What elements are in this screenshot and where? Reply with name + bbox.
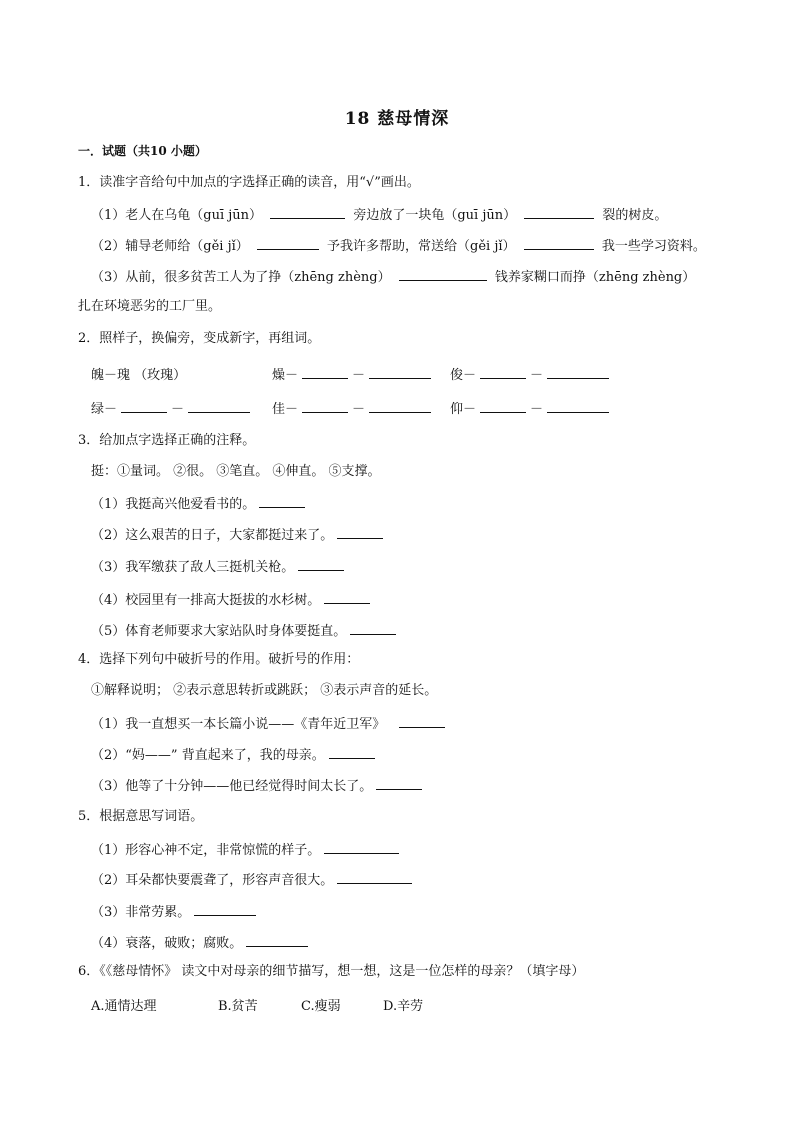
question-4-item-2 [91,745,379,765]
question-1-line-4: 扎在环境恶劣的工厂里。 [78,299,222,314]
question-1-line-2 [91,236,706,256]
question-4-item-3 [91,776,426,796]
answer-blank[interactable] [337,870,412,884]
question-3-item-5 [91,621,400,641]
q2-char: 绿－ [91,402,118,417]
question-4-item-1 [91,714,449,734]
q2-item [450,398,613,417]
q3-sentence: （4）校园里有一排高大挺拔的水杉树。 [91,593,321,608]
q1-part: 予我许多帮助，常送给（gěi jǐ） [327,239,516,254]
answer-blank[interactable] [298,557,344,571]
q5-sentence: （3）非常劳累。 [91,905,191,920]
question-1-stem: 1．读准字音给句中加点的字选择正确的读音，用“√”画出。 [78,175,420,190]
answer-blank[interactable] [324,590,370,604]
q4-sentence: （2）“妈——” 背直起来了，我的母亲。 [91,748,325,763]
answer-blank[interactable] [399,267,487,281]
q2-item [272,398,435,417]
question-1-line-3 [91,267,695,287]
question-3-item-3 [91,557,348,577]
q2-char: 俊－ [450,368,477,383]
q2-dash: － [352,402,366,417]
answer-blank[interactable] [337,525,383,539]
answer-blank[interactable] [194,902,256,916]
answer-blank[interactable] [547,399,609,413]
question-3-stem: 3．给加点字选择正确的注释。 [78,433,256,448]
question-3-item-2 [91,525,387,545]
q2-dash: － [352,368,366,383]
answer-blank[interactable] [259,494,305,508]
answer-blank[interactable] [480,399,526,413]
answer-blank[interactable] [524,236,594,250]
page-title: 18 慈母情深 [344,109,450,129]
answer-blank[interactable] [399,714,445,728]
q1-part: 钱养家糊口而挣（zhēng zhèng） [494,270,696,285]
q3-sentence: （5）体育老师要求大家站队时身体要挺直。 [91,624,347,639]
answer-blank[interactable] [121,399,167,413]
question-5-item-3 [91,902,260,922]
question-5-item-2 [91,870,416,890]
q1-part: 旁边放了一块龟（guī jūn） [353,208,517,223]
q1-part: 裂的树皮。 [602,208,668,223]
q6-option-b[interactable]: B.贫苦 [218,999,258,1014]
question-5-stem: 5．根据意思写词语。 [78,809,204,824]
q2-char: 仰－ [450,402,477,417]
question-4-options: ①解释说明； ②表示意思转折或跳跃； ③表示声音的延长。 [91,683,438,698]
answer-blank[interactable] [257,236,319,250]
section-heading: 一．试题（共10 小题） [78,144,207,158]
answer-blank[interactable] [524,205,594,219]
question-4-stem: 4．选择下列句中破折号的作用。破折号的作用： [78,652,360,667]
q2-item [450,364,613,383]
question-3-options: 挺：①量词。 ②很。 ③笔直。 ④伸直。 ⑤支撑。 [91,464,381,479]
q5-sentence: （1）形容心神不定，非常惊慌的样子。 [91,843,321,858]
question-1-line-1 [91,205,667,225]
answer-blank[interactable] [480,365,526,379]
q1-part: （1）老人在乌龟（guī jūn） [91,208,263,223]
question-6-stem: 6．《《慈母情怀》 读文中对母亲的细节描写，想一想，这是一位怎样的母亲？（填字母） [78,964,585,979]
question-5-item-1 [91,840,403,860]
answer-blank[interactable] [302,365,348,379]
answer-blank[interactable] [270,205,345,219]
q1-part: （3）从前，很多贫苦工人为了挣（zhēng zhèng） [91,270,391,285]
q6-option-a[interactable]: A.通情达理 [91,999,157,1014]
answer-blank[interactable] [188,399,250,413]
q1-part: （2）辅导老师给（gěi jǐ） [91,239,249,254]
q2-item [272,364,435,383]
answer-blank[interactable] [246,933,308,947]
answer-blank[interactable] [324,840,399,854]
answer-blank[interactable] [302,399,348,413]
q6-option-d[interactable]: D.辛劳 [383,999,424,1014]
q5-sentence: （4）衰落，破败；腐败。 [91,936,243,951]
q2-example: 魄－瑰 （玫瑰） [91,368,187,383]
q2-dash: － [530,402,544,417]
q2-dash: － [171,402,185,417]
q3-sentence: （2）这么艰苦的日子，大家都挺过来了。 [91,528,334,543]
answer-blank[interactable] [369,399,431,413]
answer-blank[interactable] [350,621,396,635]
answer-blank[interactable] [329,745,375,759]
answer-blank[interactable] [547,365,609,379]
q6-option-c[interactable]: C.瘦弱 [301,999,341,1014]
q2-char: 佳－ [272,402,299,417]
question-3-item-4 [91,590,374,610]
q3-sentence: （3）我军缴获了敌人三挺机关枪。 [91,560,295,575]
answer-blank[interactable] [369,365,431,379]
question-5-item-4 [91,933,312,953]
q4-sentence: （3）他等了十分钟——他已经觉得时间太长了。 [91,779,373,794]
q3-sentence: （1）我挺高兴他爱看书的。 [91,497,256,512]
q2-item [91,398,254,417]
question-3-item-1 [91,494,309,514]
q5-sentence: （2）耳朵都快要震聋了，形容声音很大。 [91,873,334,888]
q4-sentence: （1）我一直想买一本长篇小说——《青年近卫军》 [91,717,386,732]
q2-char: 燥－ [272,368,299,383]
q2-dash: － [530,368,544,383]
q1-part: 我一些学习资料。 [601,239,706,254]
question-2-stem: 2．照样子，换偏旁，变成新字，再组词。 [78,331,321,346]
answer-blank[interactable] [376,776,422,790]
